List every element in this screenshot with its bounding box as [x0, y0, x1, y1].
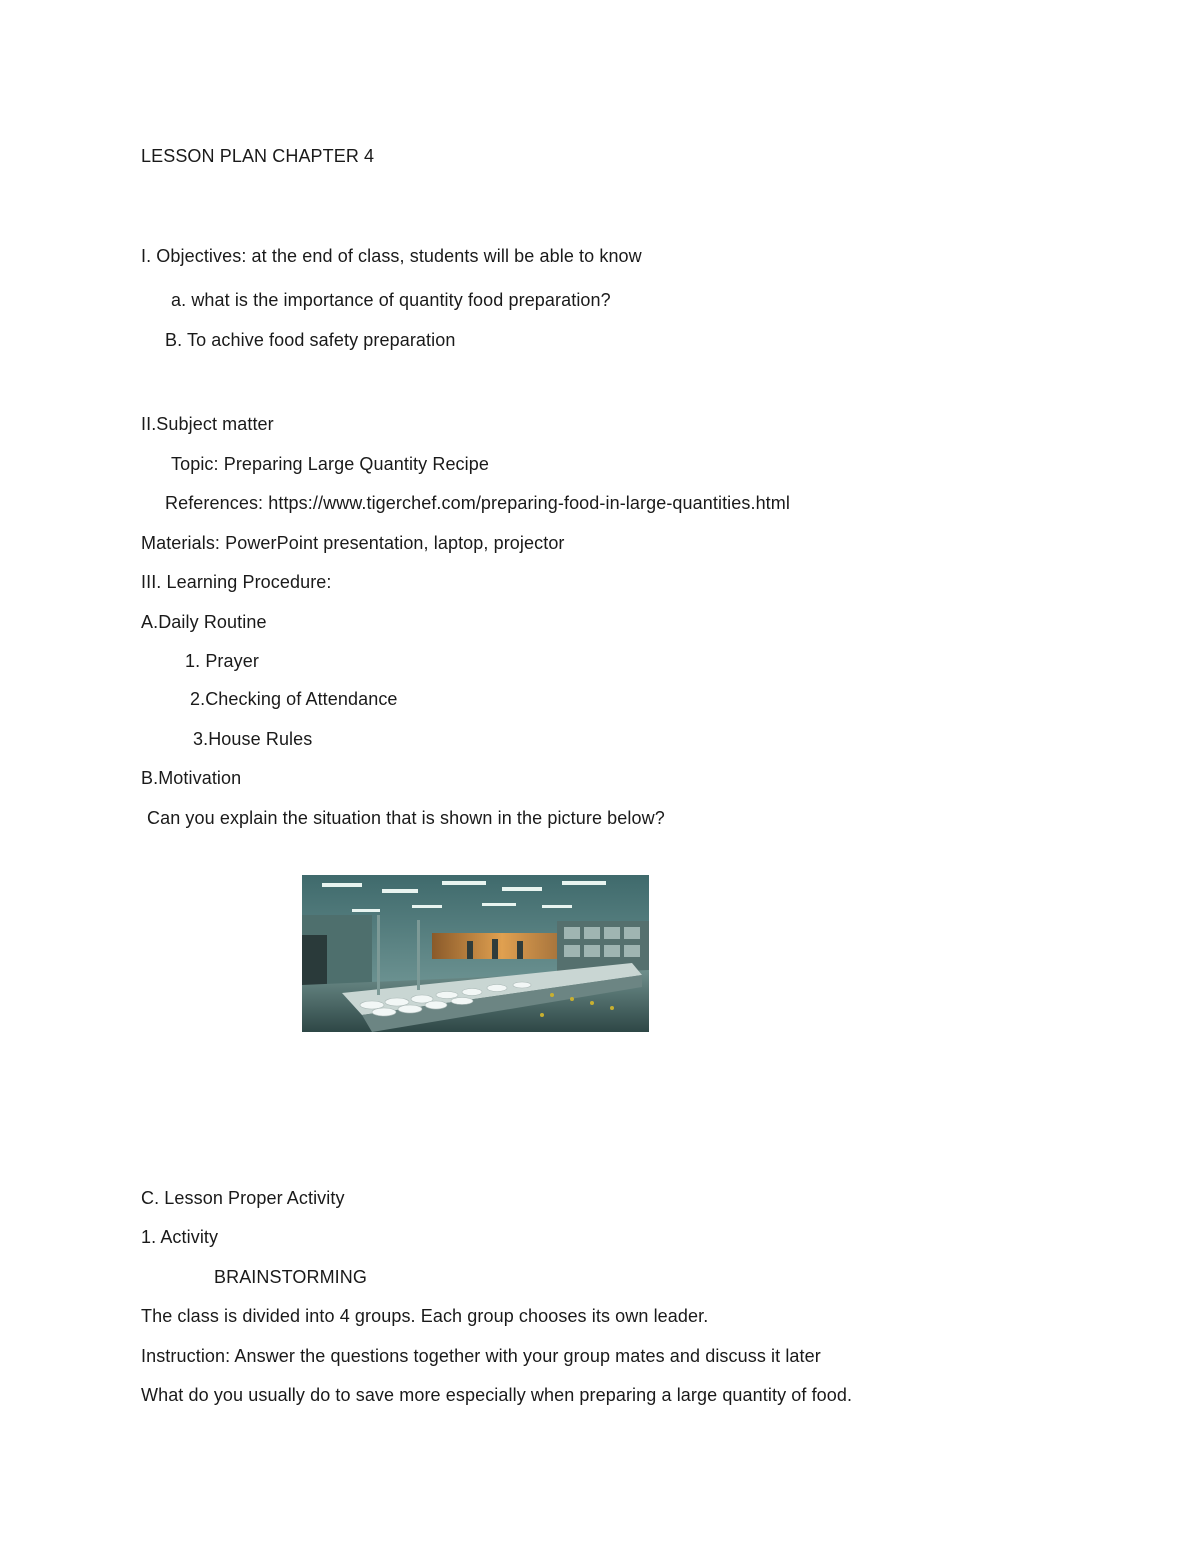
document-title: LESSON PLAN CHAPTER 4	[141, 146, 375, 166]
routine-item-house-rules: 3.House Rules	[193, 729, 313, 749]
activity-heading: 1. Activity	[141, 1227, 219, 1247]
commercial-kitchen-photo	[302, 875, 649, 1032]
learning-procedure-heading: III. Learning Procedure:	[141, 572, 332, 592]
activity-name: BRAINSTORMING	[214, 1267, 367, 1287]
routine-item-attendance: 2.Checking of Attendance	[190, 689, 398, 709]
objective-item-b: B. To achive food safety preparation	[165, 330, 456, 350]
subject-matter-heading: II.Subject matter	[141, 414, 274, 434]
subject-materials: Materials: PowerPoint presentation, laptop, projector	[141, 533, 565, 553]
activity-line-groups: The class is divided into 4 groups. Each group chooses its own leader.	[141, 1306, 709, 1326]
lesson-proper-heading: C. Lesson Proper Activity	[141, 1188, 345, 1208]
objective-item-a: a. what is the importance of quantity food preparation?	[171, 290, 611, 310]
objectives-heading: I. Objectives: at the end of class, students will be able to know	[141, 246, 642, 266]
motivation-question: Can you explain the situation that is shown in the picture below?	[147, 808, 665, 828]
routine-item-prayer: 1. Prayer	[185, 651, 259, 671]
daily-routine-heading: A.Daily Routine	[141, 612, 267, 632]
subject-topic: Topic: Preparing Large Quantity Recipe	[171, 454, 489, 474]
activity-line-question: What do you usually do to save more especially when preparing a large quantity of food.	[141, 1385, 853, 1405]
activity-line-instruction: Instruction: Answer the questions together with your group mates and discuss it later	[141, 1346, 821, 1366]
subject-references: References: https://www.tigerchef.com/preparing-food-in-large-quantities.html	[165, 493, 790, 513]
motivation-heading: B.Motivation	[141, 768, 242, 788]
